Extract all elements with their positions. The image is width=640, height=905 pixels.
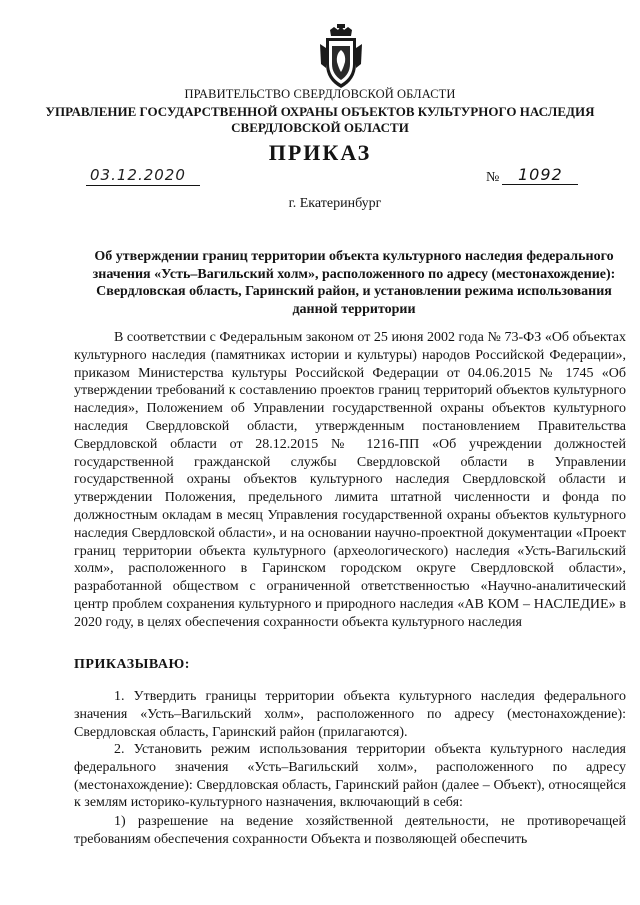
number-sign: № — [486, 170, 500, 185]
preamble-paragraph: В соответствии с Федеральным законом от 25 июня 2002 года № 73-ФЗ «Об объектах культурного наследия (памятниках истории и культуры) народов Российской Федерации», приказом Министерства культуры Российской Федерации от 04.06.2015 № 1745 «Об утверждении требований к составлению проектов границ территорий объектов культурного наследия», Положением об Управлении государственной охраны объектов культурного наследия Свердловской области, утвержденным постановлением Правительства Свердловской области от 28.12.2015 № 1216-ПП «Об учреждении должностей государственной гражданской службы Свердловской области в Управлении государственной охраны объектов культурного наследия Свердловской области и утверждении Положения, предельного лимита штатной численности и фонда по должностным окладам в месяц Управления государственной охраны объектов культурного наследия Свердловской области», и на основании научно-проектной документации «Проект границ территории объекта культурного (археологического) наследия «Усть-Вагильский холм», расположенного в Гаринском городском округе Свердловской области», разработанной обществом с ограниченной ответственностью «Научно-аналитический центр проблем сохранения культурного и природного наследия «АВ КОМ – НАСЛЕДИЕ» в 2020 году, в целях обеспечения сохранности объекта культурного наследия — [74, 330, 626, 630]
order-heading: Об утверждении границ территории объекта культурного наследия федерального значения «Усть–Вагильский холм», расположенного по адресу (местонахождение): Свердловская область, Гаринский район, и установлении режима использования данной территории — [92, 249, 616, 317]
document-type-title: ПРИКАЗ — [268, 140, 372, 165]
item-2-paragraph: 2. Установить режим использования территории объекта культурного наследия федерального значения «Усть–Вагильский холм», расположенного по адресу (местонахождение): Свердловская область, Гаринский район (далее – Объект), относящейся к землям историко-культурного назначения, включающий в себя: — [74, 742, 626, 811]
order-date: 03.12.2020 — [86, 167, 200, 186]
item-2-1-paragraph: 1) разрешение на ведение хозяйственной деятельности, не противоречащей требованиям обеспечения сохранности Объекта и позволяющей обеспечить — [74, 814, 626, 847]
city: г. Екатеринбург — [288, 196, 382, 211]
item-1-paragraph: 1. Утвердить границы территории объекта культурного наследия федерального значения «Усть–Вагильский холм», расположенного по адресу (местонахождение): Свердловская область, Гаринский район (прилагаются). — [74, 689, 626, 740]
government-name: ПРАВИТЕЛЬСТВО СВЕРДЛОВСКОЙ ОБЛАСТИ — [184, 87, 456, 101]
order-word: ПРИКАЗЫВАЮ: — [74, 657, 190, 672]
order-number: 1092 — [502, 165, 578, 185]
department-name: УПРАВЛЕНИЕ ГОСУДАРСТВЕННОЙ ОХРАНЫ ОБЪЕКТОВ КУЛЬТУРНОГО НАСЛЕДИЯ СВЕРДЛОВСКОЙ ОБЛАСТИ — [45, 104, 595, 135]
coat-of-arms-icon — [318, 24, 364, 90]
